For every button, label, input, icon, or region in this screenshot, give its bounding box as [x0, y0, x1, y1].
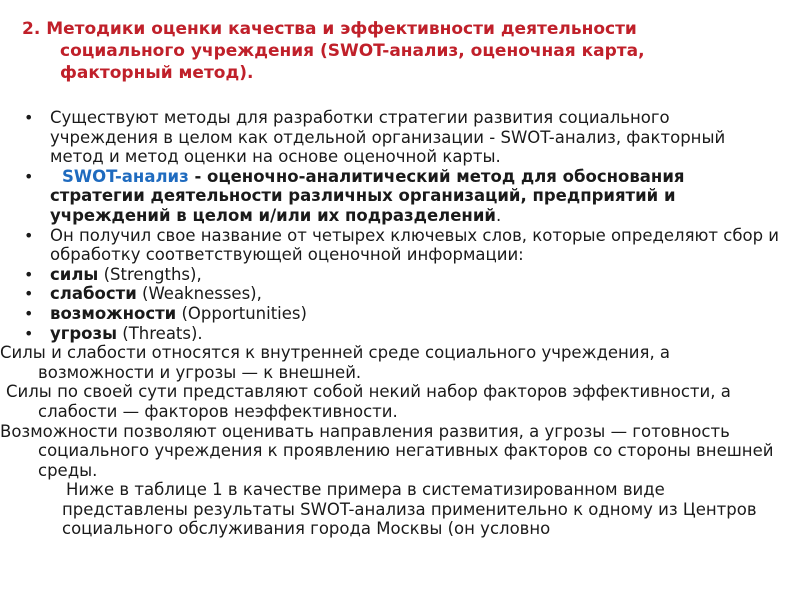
bullet-swot-definition [0, 167, 780, 226]
paragraph-internal-external [0, 343, 780, 382]
swot-definition-end: . [495, 205, 502, 225]
threats-term: угрозы [50, 323, 118, 343]
title-line-3: факторный метод). [60, 63, 254, 83]
bullet-strengths [0, 265, 780, 285]
slide-body [0, 108, 790, 539]
paragraph-table-intro-text: Ниже в таблице 1 в качестве примера в систематизированном виде представлены результаты SWOT-анализа применительно к одному из Центров социального обслуживания города Москвы (он условно [62, 480, 757, 539]
bullet-opportunities [0, 304, 780, 324]
title-line-1: 2. Методики оценки качества и эффективности деятельности [22, 19, 637, 39]
slide-title [22, 18, 782, 84]
paragraph-opportunities-threats-text: Возможности позволяют оценивать направления развития, а угрозы — готовность социального учреждения к проявлению негативных факторов со стороны внешней среды. [0, 421, 774, 480]
strengths-term: силы [50, 264, 99, 284]
paragraph-strengths-weaknesses-text: Силы по своей сути представляют собой некий набор факторов эффективности, а слабости — факторов неэффективности. [6, 382, 731, 421]
title-line-2: социального учреждения (SWOT-анализ, оценочная карта, [60, 41, 645, 61]
bullet-methods-text: Существуют методы для разработки стратегии развития социального учреждения в целом как отдельной организации - SWOT-анализ, факторный метод и метод оценки на основе оценочной карты. [50, 108, 726, 167]
paragraph-internal-external-text: Силы и слабости относятся к внутренней среде социального учреждения, а возможности и угрозы — к внешней. [0, 343, 671, 382]
opportunities-term: возможности [50, 303, 177, 323]
swot-term: SWOT-анализ [62, 166, 189, 186]
bullet-name-origin [0, 226, 780, 265]
weaknesses-en: (Weaknesses), [136, 284, 262, 304]
bullet-weaknesses [0, 284, 780, 304]
strengths-en: (Strengths), [98, 264, 202, 284]
paragraph-table-intro [0, 480, 780, 539]
threats-en: (Threats). [117, 323, 203, 343]
opportunities-en: (Opportunities) [176, 303, 307, 323]
bullet-name-origin-text: Он получил свое название от четырех ключевых слов, которые определяют сбор и обработку соответствующей оценочной информации: [50, 225, 780, 265]
weaknesses-term: слабости [50, 284, 137, 304]
bullet-methods [0, 108, 780, 167]
paragraph-opportunities-threats [0, 422, 780, 481]
swot-definition-text: - оценочно-аналитический метод для обоснования стратегии деятельности различных организаций, предприятий и учреждений в целом и/или их подразделений [50, 166, 685, 225]
bullet-threats [0, 324, 780, 344]
paragraph-strengths-weaknesses [0, 382, 780, 421]
